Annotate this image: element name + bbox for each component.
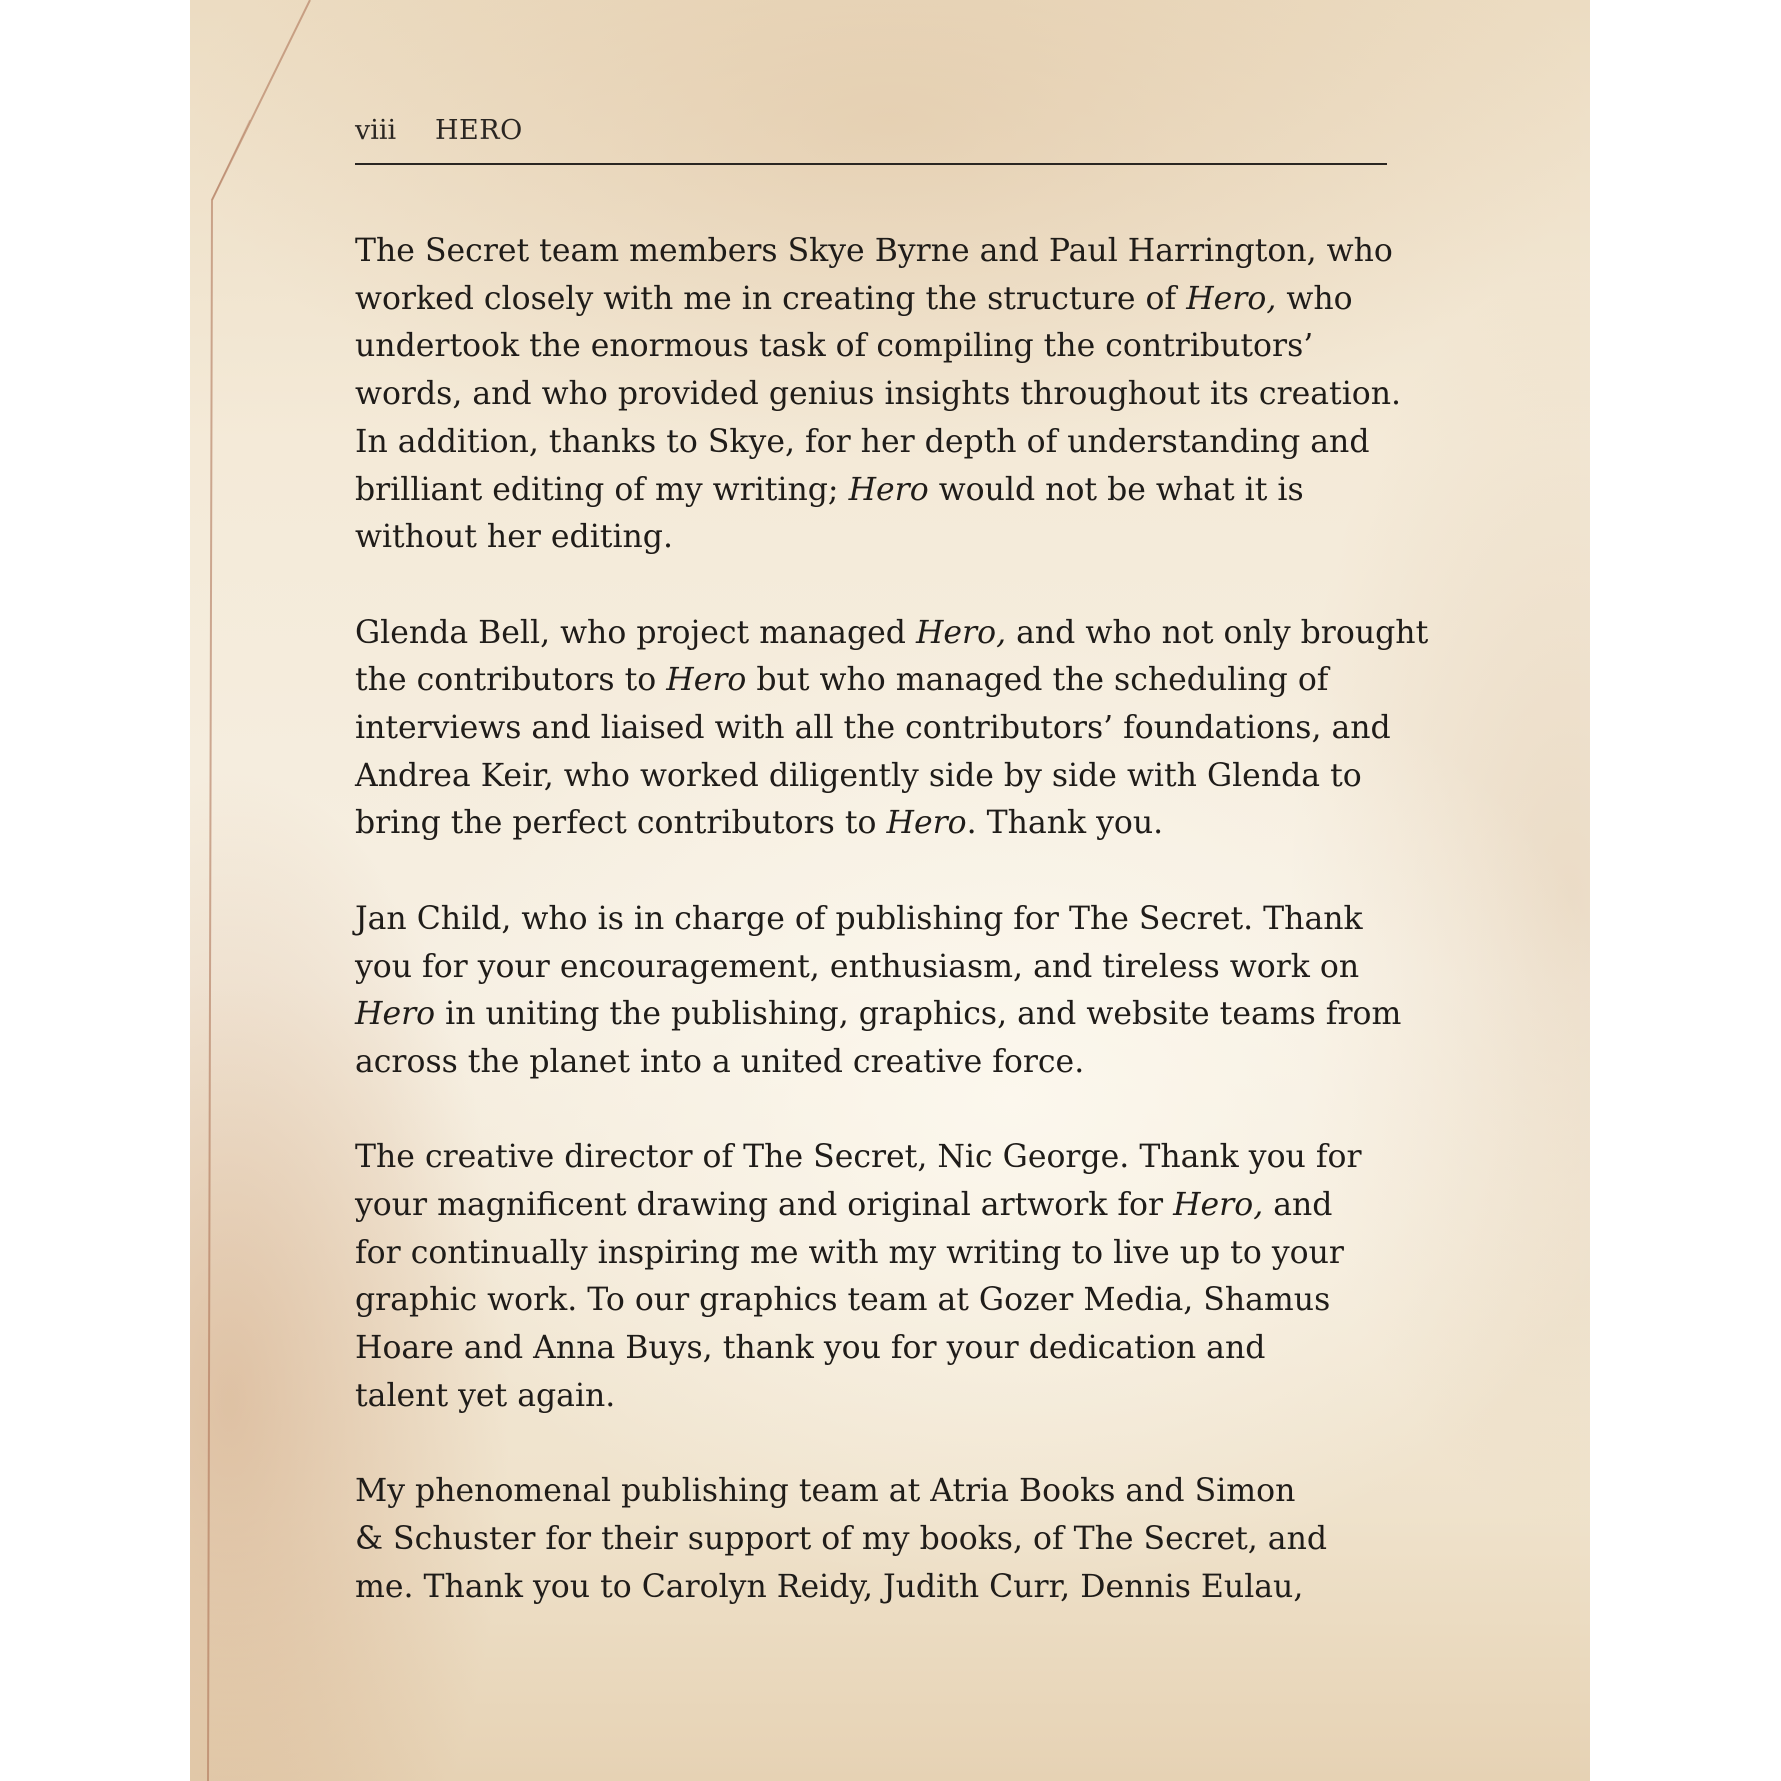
text-line (355, 419, 1395, 467)
acknowledgements-text (355, 228, 1429, 1659)
text-line (355, 705, 1395, 753)
text-line (355, 228, 1395, 276)
text-line (355, 610, 1429, 658)
book-page (190, 0, 1590, 1781)
paragraph (355, 228, 1402, 562)
text-segment: me. Thank you to Carolyn Reidy, Judith Curr, Dennis Eulau, (355, 1568, 1304, 1605)
italic-title: Hero (355, 996, 436, 1033)
paragraph (355, 896, 1402, 1087)
paragraph (355, 1468, 1395, 1611)
text-segment: Glenda Bell, who project managed (355, 614, 916, 651)
text-segment: Hoare and Anna Buys, thank you for your dedication and (355, 1330, 1266, 1367)
text-line (355, 1564, 1395, 1612)
text-segment: you for your encouragement, enthusiasm, and tireless work on (355, 948, 1360, 985)
text-segment: Andrea Keir, who worked diligently side by side with Glenda to (355, 757, 1362, 794)
italic-title: Hero (886, 805, 967, 842)
text-segment: across the planet into a united creative force. (355, 1043, 1085, 1080)
text-segment: graphic work. To our graphics team at Gozer Media, Shamus (355, 1282, 1331, 1319)
text-segment: The creative director of The Secret, Nic George. Thank you for (355, 1139, 1362, 1176)
paragraph (355, 610, 1429, 849)
text-line (355, 1277, 1395, 1325)
text-segment: worked closely with me in creating the structure of (355, 280, 1187, 317)
italic-title: Hero, (1186, 280, 1277, 317)
text-segment: and (1263, 1187, 1333, 1224)
text-segment: undertook the enormous task of compiling the contributors’ (355, 328, 1314, 365)
text-segment: My phenomenal publishing team at Atria Books and Simon (355, 1473, 1296, 1510)
text-segment: & Schuster for their support of my books, of The Secret, and (355, 1520, 1328, 1557)
text-line (355, 1516, 1395, 1564)
running-title: HERO (435, 115, 523, 146)
text-line (355, 753, 1395, 801)
text-segment: interviews and liaised with all the contributors’ foundations, and (355, 710, 1391, 747)
text-segment: Jan Child, who is in charge of publishing for The Secret. Thank (355, 900, 1363, 937)
page-number: viii (355, 115, 397, 146)
text-line (355, 1039, 1395, 1087)
text-line (355, 991, 1402, 1039)
text-segment: talent yet again. (355, 1377, 616, 1414)
running-header (355, 115, 1387, 165)
text-segment: in uniting the publishing, graphics, and website teams from (435, 996, 1402, 1033)
text-line (355, 323, 1395, 371)
text-line (355, 276, 1395, 324)
text-segment: your magnificent drawing and original artwork for (355, 1187, 1174, 1224)
text-segment: brilliant editing of my writing; (355, 471, 849, 508)
italic-title: Hero (666, 662, 747, 699)
paragraph (355, 1134, 1395, 1420)
text-line (355, 1325, 1395, 1373)
italic-title: Hero (848, 471, 929, 508)
text-segment: The Secret team members Skye Byrne and Paul Harrington, who (355, 233, 1393, 269)
text-segment: would not be what it is (928, 471, 1304, 508)
text-segment: the contributors to (355, 662, 667, 699)
text-segment: . Thank you. (966, 805, 1164, 842)
text-line (355, 1182, 1395, 1230)
text-segment: for continually inspiring me with my writing to live up to your (355, 1234, 1344, 1271)
text-line (355, 467, 1395, 515)
text-line (355, 1230, 1395, 1278)
text-line (355, 514, 1395, 562)
text-segment: words, and who provided genius insights throughout its creation. (355, 376, 1402, 413)
text-segment: bring the perfect contributors to (355, 805, 887, 842)
text-segment: and who not only brought (1006, 614, 1429, 651)
text-line (355, 371, 1402, 419)
text-line (355, 896, 1395, 944)
text-line (355, 1373, 1395, 1421)
text-segment: In addition, thanks to Skye, for her depth of understanding and (355, 423, 1370, 460)
italic-title: Hero, (915, 614, 1007, 651)
text-segment: but who managed the scheduling of (746, 662, 1329, 699)
text-line (355, 1134, 1395, 1182)
text-line (355, 800, 1395, 848)
text-segment: who (1276, 280, 1353, 317)
text-line (355, 657, 1395, 705)
italic-title: Hero, (1173, 1187, 1264, 1224)
text-line (355, 944, 1395, 992)
text-line (355, 1468, 1395, 1516)
text-segment: without her editing. (355, 519, 673, 556)
